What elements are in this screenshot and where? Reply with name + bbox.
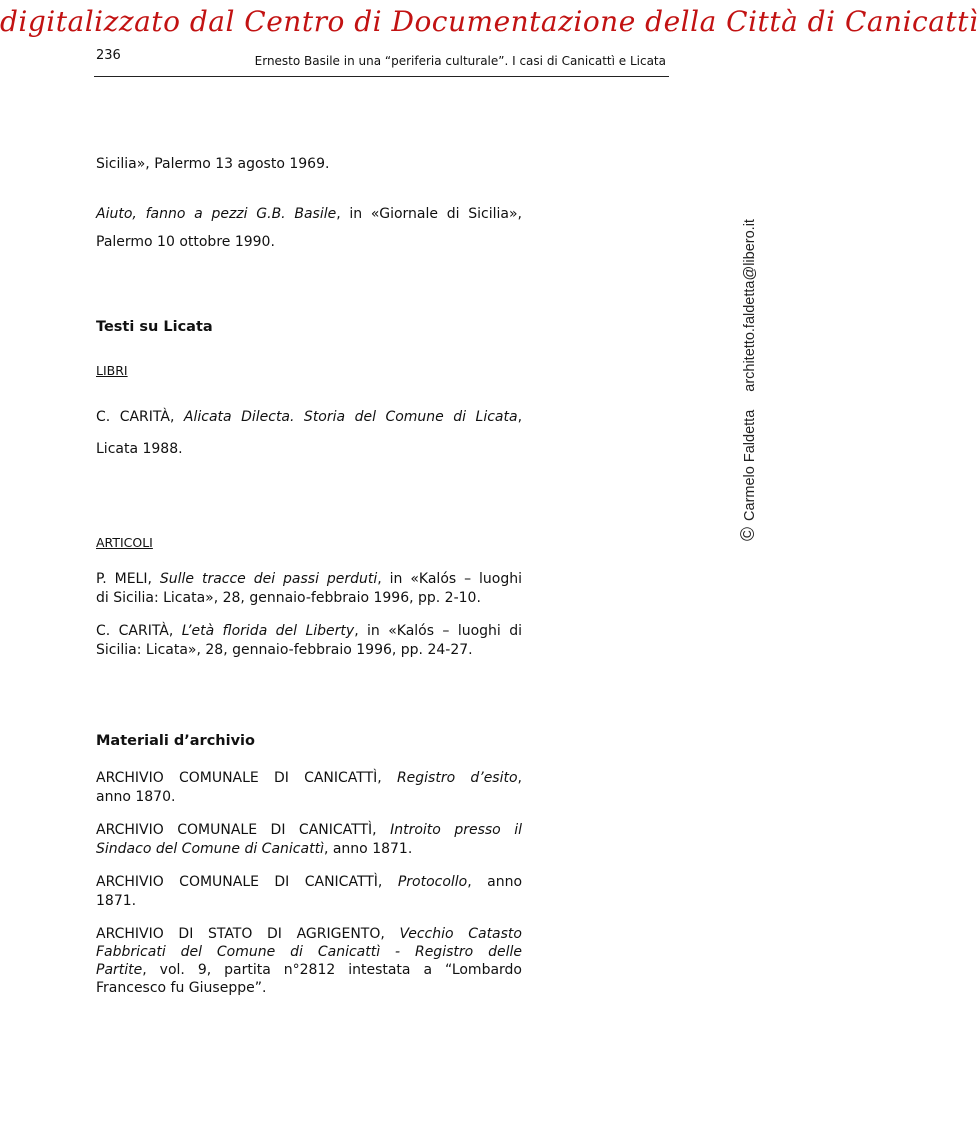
entry-giornale-continuation: Sicilia», Palermo 13 agosto 1969. xyxy=(96,156,330,172)
entry-carita-line2: Licata 1988. xyxy=(96,441,183,457)
digitization-banner: digitalizzato dal Centro di Documentazione della Città di Canicattì xyxy=(0,5,978,38)
entry-archivio4-line1: ARCHIVIO DI STATO DI AGRIGENTO, Vecchio Catasto xyxy=(96,926,522,942)
running-title: Ernesto Basile in una “periferia culturale”. I casi di Canicattì e Licata xyxy=(254,54,666,68)
entry-archivio3-line2: 1871. xyxy=(96,893,137,909)
entry-carita2-line1: C. CARITÀ, L’età florida del Liberty, in «Kalós – luoghi di xyxy=(96,623,522,639)
entry-aiuto-line2: Palermo 10 ottobre 1990. xyxy=(96,234,275,250)
entry-archivio1-line2: anno 1870. xyxy=(96,789,176,805)
credit-author: Carmelo Faldetta xyxy=(742,409,758,521)
entry-archivio1-line1: ARCHIVIO COMUNALE DI CANICATTÌ, Registro d’esito, xyxy=(96,770,522,786)
entry-archivio4-line3: Partite, vol. 9, partita n°2812 intestata a “Lombardo xyxy=(96,962,522,978)
copyright-credit xyxy=(738,219,760,541)
entry-archivio4-line2: Fabbricati del Comune di Canicattì - Registro delle xyxy=(96,944,522,960)
entry-archivio4-line4: Francesco fu Giuseppe”. xyxy=(96,980,267,996)
entry-meli-line1: P. MELI, Sulle tracce dei passi perduti, in «Kalós – luoghi xyxy=(96,571,523,587)
credit-email: architetto.faldetta@libero.it xyxy=(742,219,758,392)
subheading-libri: LIBRI xyxy=(96,363,128,378)
section-heading-licata: Testi su Licata xyxy=(96,319,213,335)
entry-carita2-line2: Sicilia: Licata», 28, gennaio-febbraio 1996, pp. 24-27. xyxy=(96,642,473,658)
page-number: 236 xyxy=(96,48,121,63)
entry-archivio2-line1: ARCHIVIO COMUNALE DI CANICATTÌ, Introito presso il xyxy=(96,822,522,838)
subheading-articoli: ARTICOLI xyxy=(96,535,153,550)
entry-aiuto-line1: Aiuto, fanno a pezzi G.B. Basile, in «Giornale di Sicilia», xyxy=(96,206,522,222)
copyright-icon: © xyxy=(738,526,759,541)
header-rule xyxy=(94,76,669,77)
entry-carita-line1: C. CARITÀ, Alicata Dilecta. Storia del Comune di Licata, xyxy=(96,409,523,425)
entry-archivio3-line1: ARCHIVIO COMUNALE DI CANICATTÌ, Protocollo, anno xyxy=(96,874,523,890)
entry-archivio2-line2: Sindaco del Comune di Canicattì, anno 1871. xyxy=(96,841,413,857)
entry-meli-line2: di Sicilia: Licata», 28, gennaio-febbraio 1996, pp. 2-10. xyxy=(96,590,481,606)
section-heading-archivio: Materiali d’archivio xyxy=(96,733,255,749)
